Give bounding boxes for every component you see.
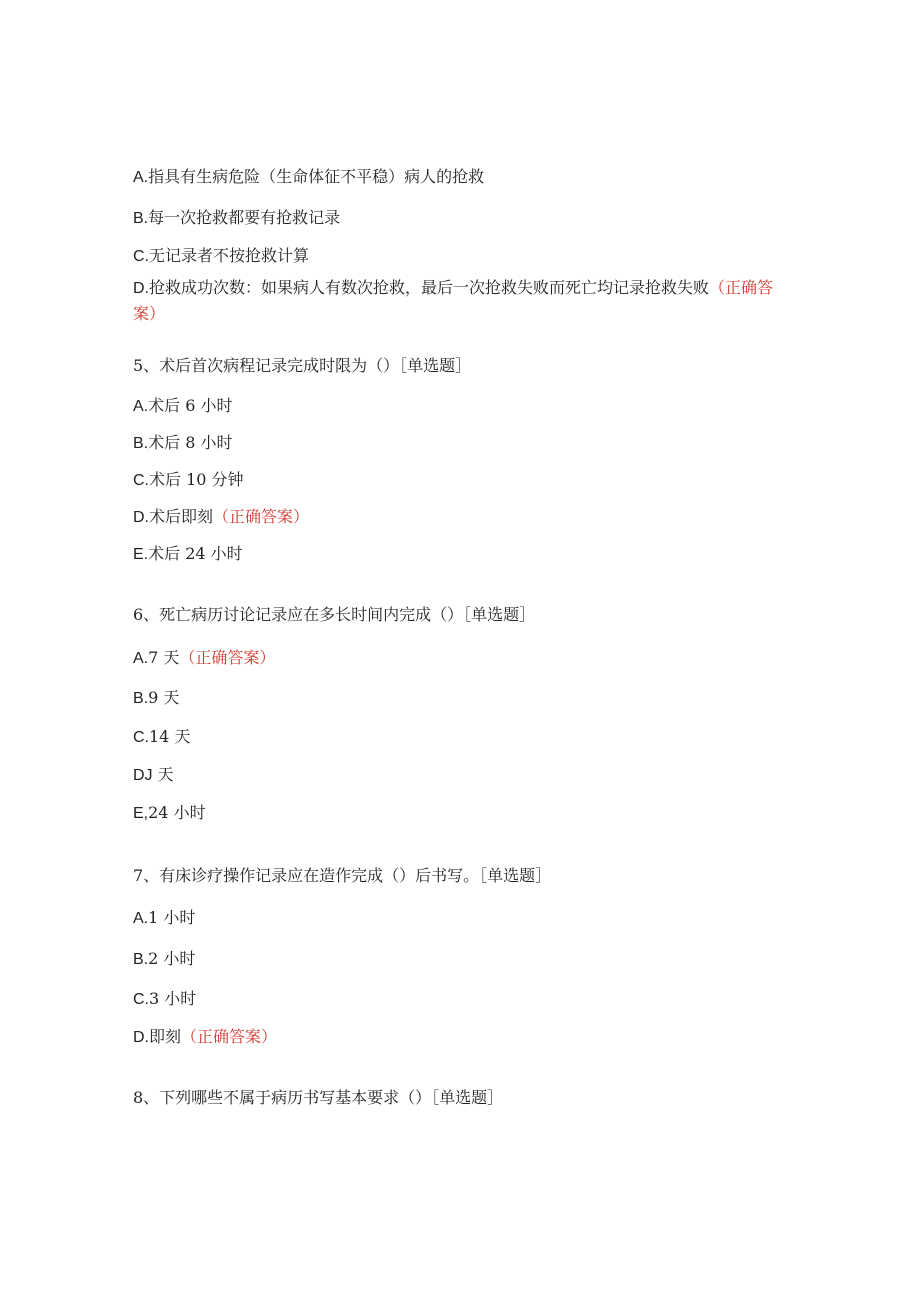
correct-answer-mark: （正确答案） bbox=[179, 648, 276, 667]
option-label: A. bbox=[133, 910, 149, 927]
option-text: 术后 24 小时 bbox=[148, 544, 243, 563]
q5-option-d bbox=[133, 504, 793, 530]
q5-option-e bbox=[133, 541, 793, 567]
option-label: D. bbox=[133, 1029, 149, 1046]
option-label: C. bbox=[133, 729, 149, 746]
option-label: DJ bbox=[133, 767, 153, 784]
option-label: C. bbox=[133, 472, 149, 489]
option-text: 即刻 bbox=[149, 1027, 182, 1046]
option-text: 1 小时 bbox=[148, 908, 196, 927]
option-text: 术后 8 小时 bbox=[148, 433, 233, 452]
q4-option-c bbox=[133, 243, 793, 269]
q4-option-d bbox=[133, 275, 783, 326]
option-text: 术后 10 分钟 bbox=[149, 470, 244, 489]
q4-option-b bbox=[133, 205, 793, 231]
question-7-title: 7、有床诊疗操作记录应在造作完成（）后书写。［单选题］ bbox=[133, 866, 552, 885]
option-text: 术后即刻 bbox=[149, 507, 214, 526]
option-label: B. bbox=[133, 951, 149, 968]
question-6-title: 6、死亡病历讨论记录应在多长时间内完成（）［单选题］ bbox=[133, 605, 536, 624]
q5-option-a bbox=[133, 393, 793, 419]
option-label: C. bbox=[133, 991, 149, 1008]
q7-option-b bbox=[133, 946, 793, 972]
q5-option-b bbox=[133, 430, 793, 456]
option-text: 7 天 bbox=[148, 648, 180, 667]
correct-answer-mark: （正确答案） bbox=[133, 278, 774, 323]
option-text: 2 小时 bbox=[148, 949, 196, 968]
option-label: D. bbox=[133, 509, 149, 526]
q7-option-d bbox=[133, 1024, 793, 1050]
q6-option-d bbox=[133, 762, 793, 788]
q6-option-e bbox=[133, 800, 793, 826]
q7-option-a bbox=[133, 905, 793, 931]
correct-answer-mark: （正确答案） bbox=[181, 1027, 278, 1046]
option-label: E. bbox=[133, 546, 149, 563]
option-text: 14 天 bbox=[149, 727, 191, 746]
option-text: 9 天 bbox=[148, 688, 180, 707]
q4-option-a bbox=[133, 164, 793, 190]
option-label: A. bbox=[133, 398, 149, 415]
option-label: C. bbox=[133, 248, 149, 265]
option-text: 抢救成功次数：如果病人有数次抢救，最后一次抢救失败而死亡均记录抢救失败 bbox=[149, 278, 710, 297]
option-text: 24 小时 bbox=[148, 803, 206, 822]
option-label: B. bbox=[133, 435, 149, 452]
option-label: D. bbox=[133, 280, 149, 297]
question-8-title: 8、下列哪些不属于病历书写基本要求（）［单选题］ bbox=[133, 1088, 504, 1107]
option-text: 术后 6 小时 bbox=[148, 396, 233, 415]
question-5-title: 5、术后首次病程记录完成时限为（）［单选题］ bbox=[133, 356, 472, 375]
q5-option-c bbox=[133, 467, 793, 493]
correct-answer-mark: （正确答案） bbox=[213, 507, 310, 526]
option-label: B. bbox=[133, 210, 149, 227]
q6-option-b bbox=[133, 685, 793, 711]
option-label: B. bbox=[133, 690, 149, 707]
q6-option-c bbox=[133, 724, 793, 750]
option-text: 3 小时 bbox=[149, 989, 197, 1008]
q7-option-c bbox=[133, 986, 793, 1012]
option-label: E, bbox=[133, 805, 149, 822]
q6-option-a bbox=[133, 645, 793, 671]
option-text: 天 bbox=[152, 765, 174, 784]
option-text: 每一次抢救都要有抢救记录 bbox=[148, 208, 341, 227]
option-label: A. bbox=[133, 650, 149, 667]
option-text: 无记录者不按抢救计算 bbox=[149, 246, 310, 265]
option-label: A. bbox=[133, 169, 149, 186]
option-text: 指具有生病危险（生命体征不平稳）病人的抢救 bbox=[148, 167, 485, 186]
